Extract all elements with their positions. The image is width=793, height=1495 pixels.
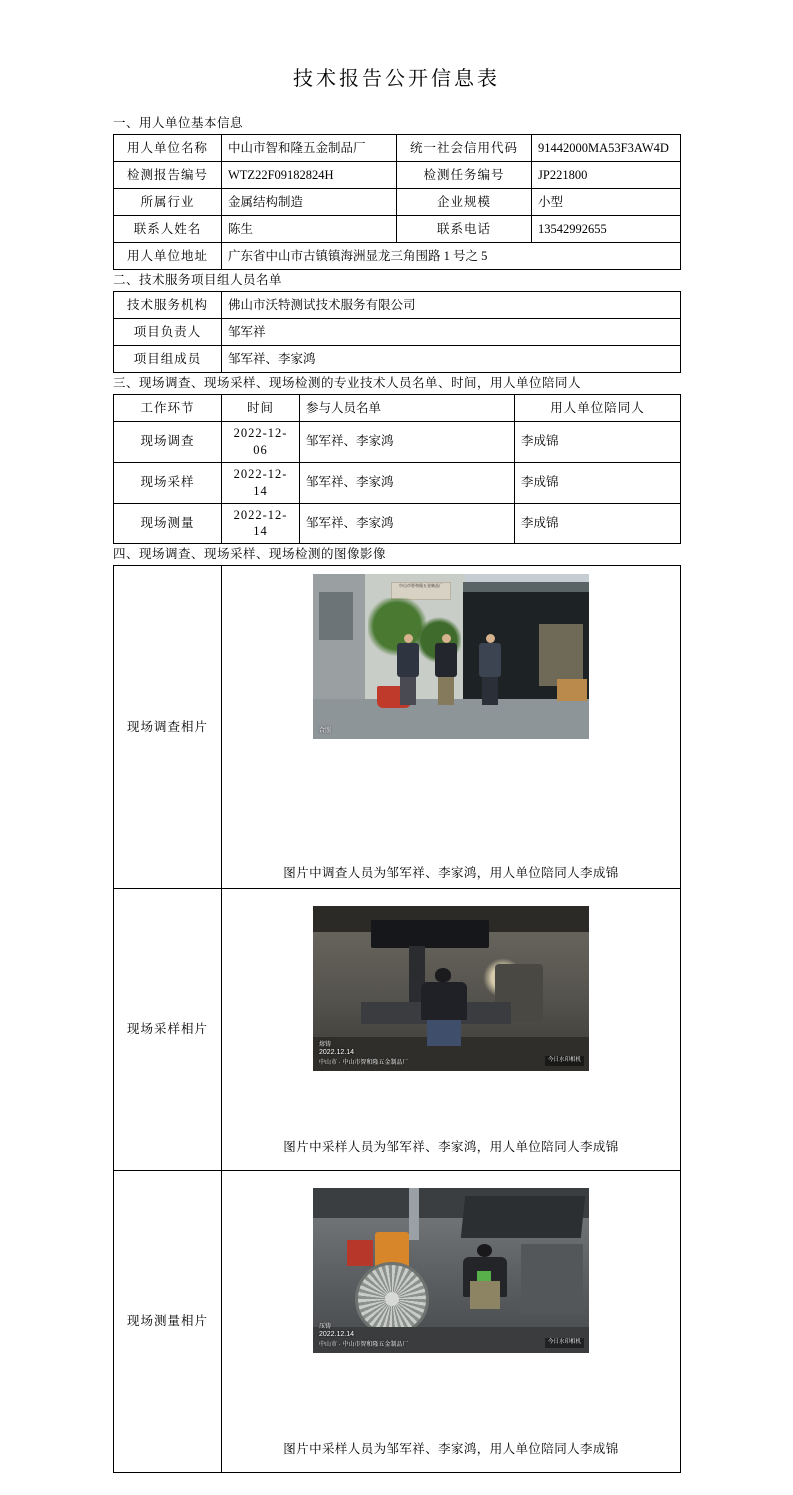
cell-stage: 现场测量 bbox=[114, 503, 222, 544]
section-3-heading: 三、现场调查、现场采样、现场检测的专业技术人员名单、时间，用人单位陪同人 bbox=[113, 376, 582, 390]
photo-row-measurement bbox=[114, 1171, 681, 1473]
cell-value: 陈生 bbox=[222, 216, 397, 243]
table-row bbox=[114, 216, 681, 243]
section-2-heading: 二、技术服务项目组人员名单 bbox=[113, 273, 283, 287]
cell-escort: 李成锦 bbox=[515, 462, 681, 503]
cell-value: 邹军祥 bbox=[222, 319, 681, 346]
cell-label: 项目组成员 bbox=[114, 346, 222, 373]
cell-label: 用人单位名称 bbox=[114, 135, 222, 162]
photo-overlay-date: 2022.12.14 bbox=[319, 1331, 355, 1339]
cell-value-address: 广东省中山市古镇镇海洲显龙三角围路 1 号之 5 bbox=[222, 243, 681, 270]
cell-label: 检测任务编号 bbox=[397, 162, 532, 189]
table-row bbox=[114, 319, 681, 346]
cell-value: 佛山市沃特测试技术服务有限公司 bbox=[222, 292, 681, 319]
photo-caption-measurement: 图片中采样人员为邹军祥、李家鸿，用人单位陪同人李成锦 bbox=[283, 1441, 619, 1456]
cell-escort: 李成锦 bbox=[515, 422, 681, 463]
photo-label-survey: 现场调查相片 bbox=[114, 566, 222, 889]
cell-date: 2022-12-14 bbox=[222, 462, 300, 503]
photo-cell-survey bbox=[222, 566, 681, 889]
photo-caption-sampling: 图片中采样人员为邹军祥、李家鸿，用人单位陪同人李成锦 bbox=[283, 1139, 619, 1154]
column-header: 工作环节 bbox=[114, 395, 222, 422]
cell-date: 2022-12-06 bbox=[222, 422, 300, 463]
photo-overlay-location: 中山市 · 中山市智和隆五金制品厂 bbox=[319, 1341, 409, 1348]
table-row bbox=[114, 292, 681, 319]
cell-value: 13542992655 bbox=[532, 216, 681, 243]
section-4-heading: 四、现场调查、现场采样、现场检测的图像影像 bbox=[113, 547, 387, 562]
table-header-row bbox=[114, 395, 681, 422]
table-row bbox=[114, 162, 681, 189]
cell-label: 企业规模 bbox=[397, 189, 532, 216]
table-row-address bbox=[114, 243, 681, 270]
cell-participants: 邹军祥、李家鸿 bbox=[300, 503, 515, 544]
site-measurement-photo bbox=[313, 1188, 589, 1353]
cell-value: 91442000MA53F3AW4D bbox=[532, 135, 681, 162]
photo-label-sampling: 现场采样相片 bbox=[114, 889, 222, 1171]
site-survey-photo bbox=[313, 574, 589, 739]
cell-label: 技术服务机构 bbox=[114, 292, 222, 319]
photo-watermark-logo: 今日水印相机 bbox=[545, 1338, 584, 1347]
cell-stage: 现场采样 bbox=[114, 462, 222, 503]
photo-overlay-text: 合照 bbox=[319, 728, 332, 735]
table-row bbox=[114, 503, 681, 544]
table-row bbox=[114, 189, 681, 216]
photo-row-survey bbox=[114, 566, 681, 889]
project-team-table bbox=[113, 291, 681, 373]
cell-value: 邹军祥、李家鸿 bbox=[222, 346, 681, 373]
cell-value: 金属结构制造 bbox=[222, 189, 397, 216]
photo-overlay-location: 中山市 · 中山市智和隆五金制品厂 bbox=[319, 1059, 409, 1066]
photo-row-sampling bbox=[114, 889, 681, 1171]
cell-label: 所属行业 bbox=[114, 189, 222, 216]
photo-cell-measurement bbox=[222, 1171, 681, 1473]
photo-evidence-table bbox=[113, 565, 681, 1473]
cell-value: JP221800 bbox=[532, 162, 681, 189]
section-1-heading: 一、用人单位基本信息 bbox=[113, 116, 244, 130]
cell-participants: 邹军祥、李家鸿 bbox=[300, 462, 515, 503]
photo-overlay-date: 2022.12.14 bbox=[319, 1049, 355, 1057]
employer-info-table bbox=[113, 134, 681, 270]
cell-value: WTZ22F09182824H bbox=[222, 162, 397, 189]
column-header: 用人单位陪同人 bbox=[515, 395, 681, 422]
photo-overlay-scene: 压铸 bbox=[319, 1323, 332, 1330]
table-row bbox=[114, 346, 681, 373]
page-title: 技术报告公开信息表 bbox=[293, 68, 500, 90]
column-header: 时间 bbox=[222, 395, 300, 422]
cell-participants: 邹军祥、李家鸿 bbox=[300, 422, 515, 463]
photo-cell-sampling bbox=[222, 889, 681, 1171]
cell-label-address: 用人单位地址 bbox=[114, 243, 222, 270]
site-sampling-photo bbox=[313, 906, 589, 1071]
factory-sign: 中山市智和隆五金制品厂 bbox=[391, 582, 451, 600]
table-row bbox=[114, 462, 681, 503]
cell-label: 联系电话 bbox=[397, 216, 532, 243]
cell-escort: 李成锦 bbox=[515, 503, 681, 544]
cell-label: 联系人姓名 bbox=[114, 216, 222, 243]
cell-label: 统一社会信用代码 bbox=[397, 135, 532, 162]
photo-overlay-scene: 熔铸 bbox=[319, 1041, 332, 1048]
photo-caption-survey: 图片中调查人员为邹军祥、李家鸿，用人单位陪同人李成锦 bbox=[283, 866, 619, 881]
photo-watermark-logo: 今日水印相机 bbox=[545, 1056, 584, 1065]
fieldwork-schedule-table bbox=[113, 394, 681, 544]
cell-date: 2022-12-14 bbox=[222, 503, 300, 544]
table-row bbox=[114, 135, 681, 162]
cell-value: 小型 bbox=[532, 189, 681, 216]
cell-label: 检测报告编号 bbox=[114, 162, 222, 189]
column-header: 参与人员名单 bbox=[300, 395, 515, 422]
table-row bbox=[114, 422, 681, 463]
photo-label-measurement: 现场测量相片 bbox=[114, 1171, 222, 1473]
cell-stage: 现场调查 bbox=[114, 422, 222, 463]
cell-label: 项目负责人 bbox=[114, 319, 222, 346]
cell-value: 中山市智和隆五金制品厂 bbox=[222, 135, 397, 162]
